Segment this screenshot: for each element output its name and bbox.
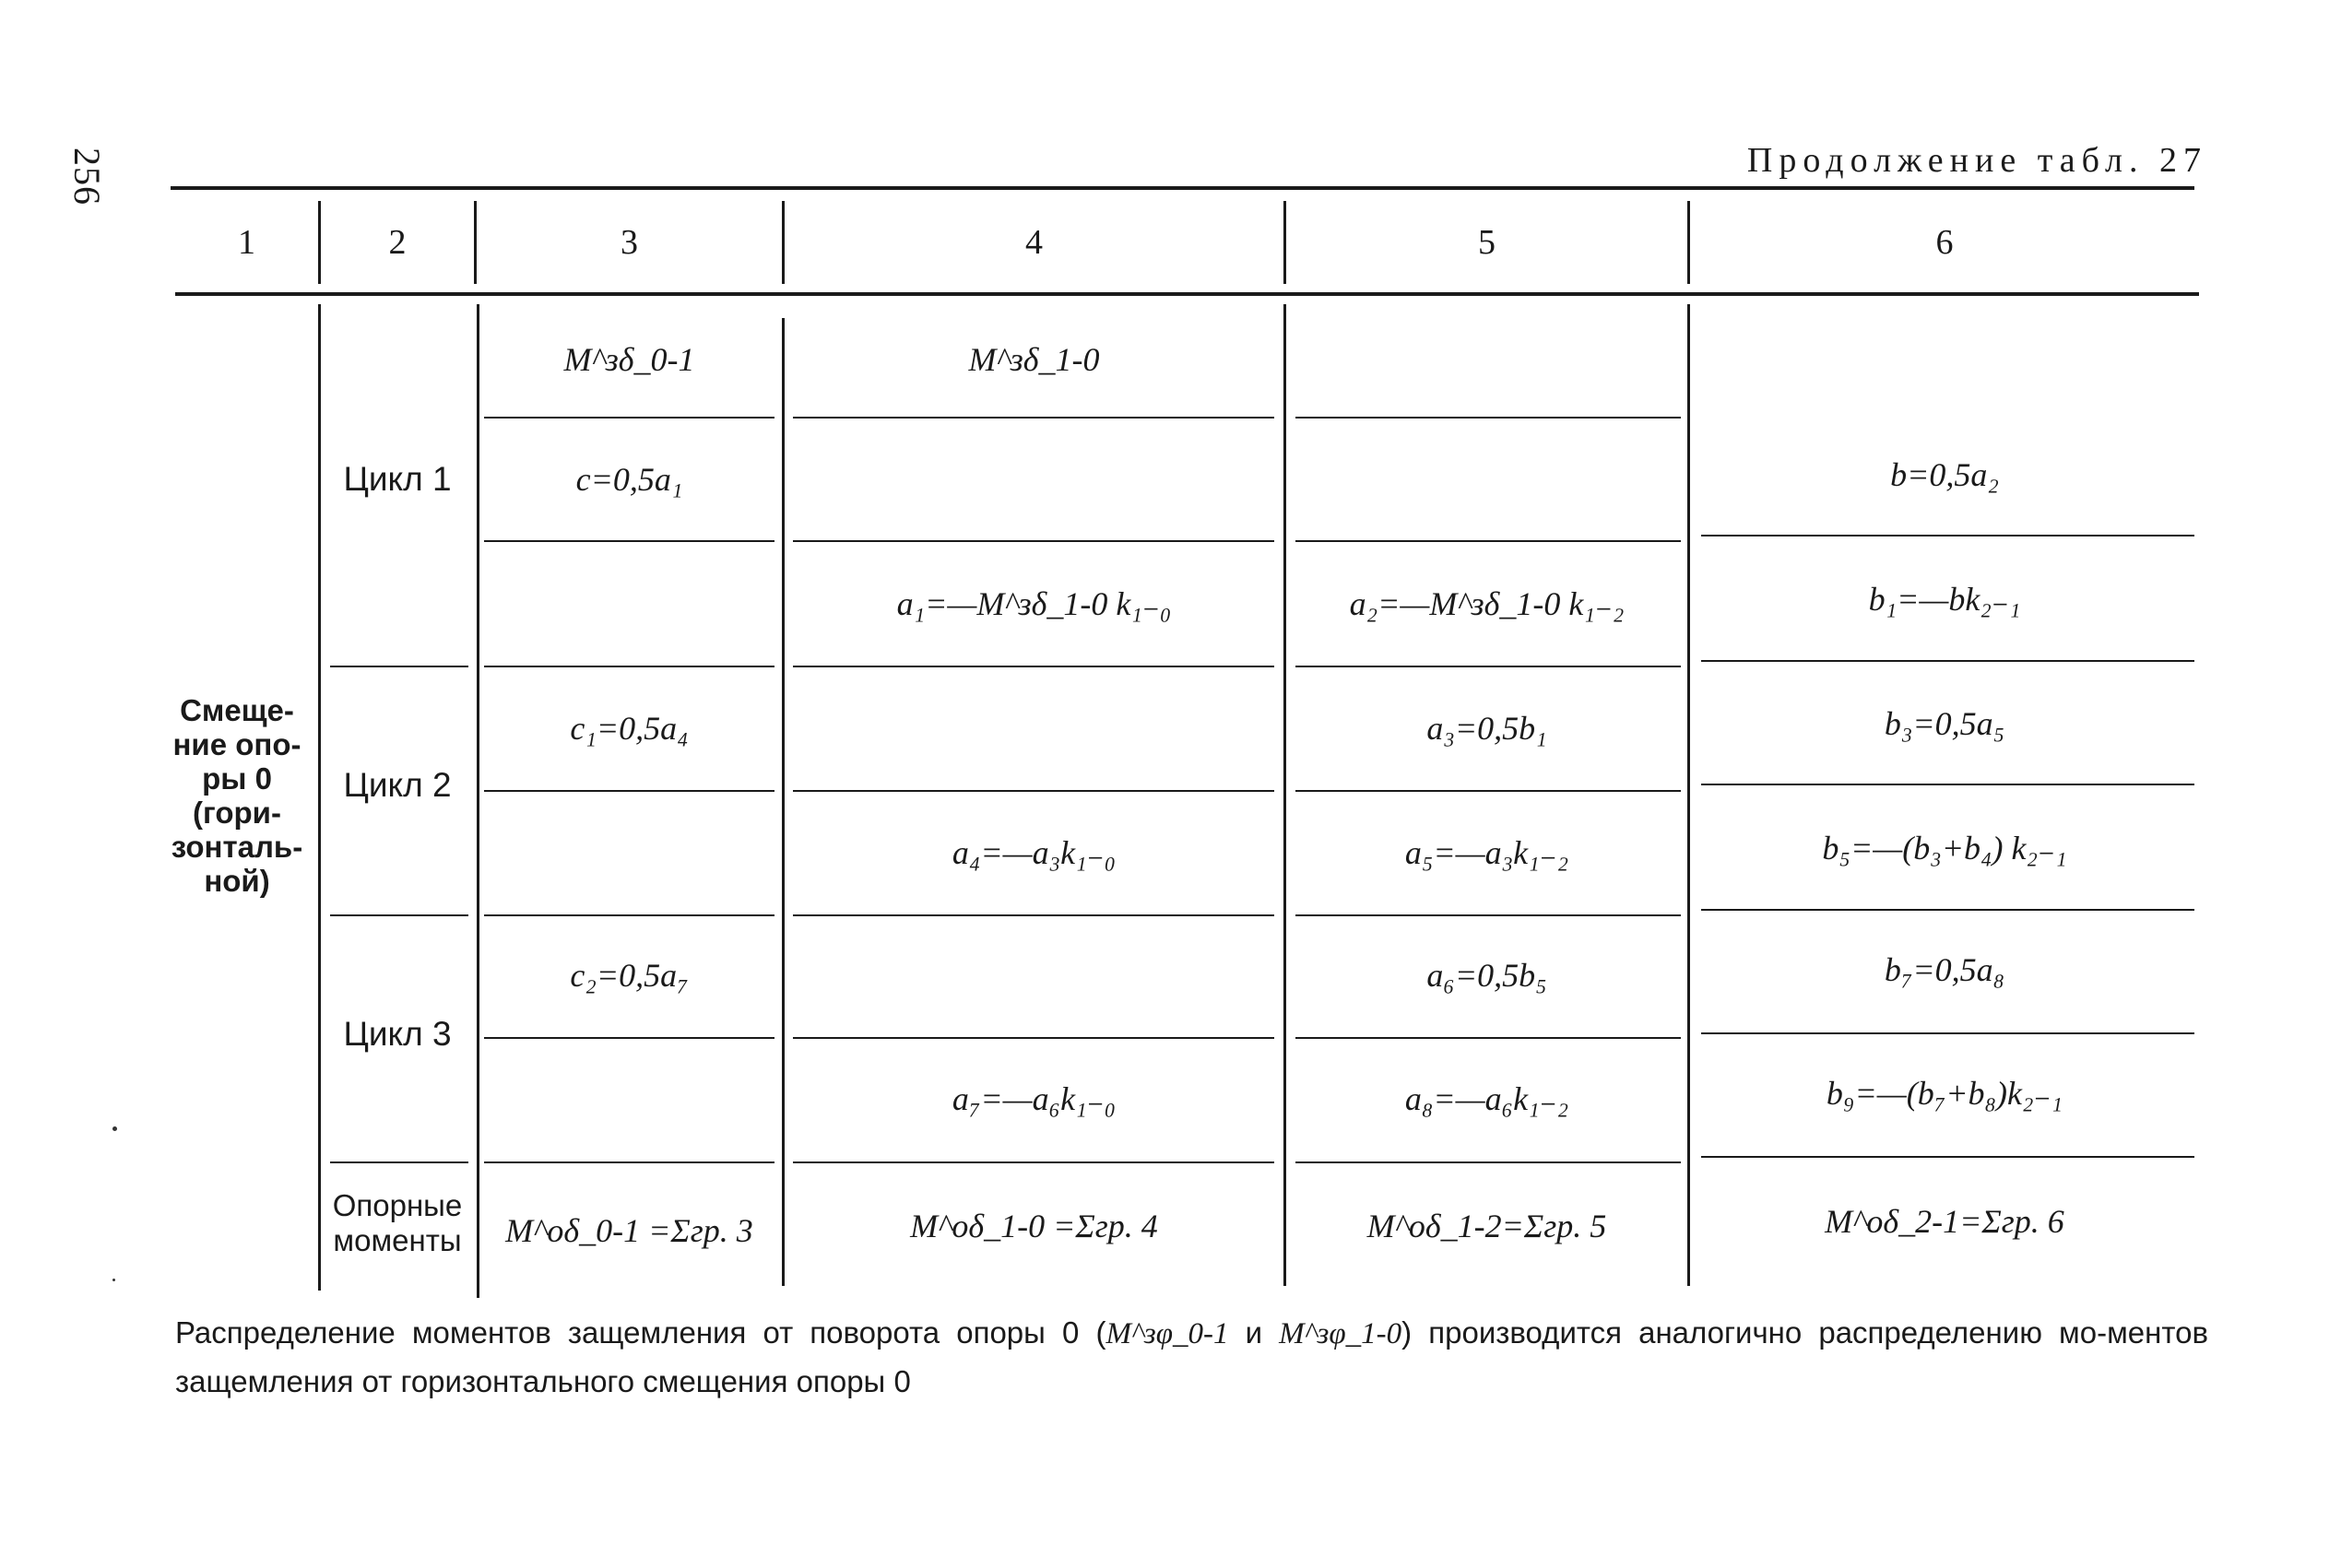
- cell-separator: [1701, 660, 2194, 662]
- cycle-2-col5-second: a₅=—a₃k₁₋₂: [1404, 834, 1569, 871]
- cycle-3-col6-second: b₉=—(b₇+b₈)k₂₋₁: [1826, 1075, 2063, 1112]
- support-moment-col5: M^оδ_1-2=Σгр. 5: [1366, 1208, 1607, 1244]
- cycle-separator: [330, 666, 468, 667]
- cycle-2-col3: c₁=0,5a₄: [570, 710, 689, 747]
- cell-separator: [1295, 1161, 1681, 1163]
- cell-separator: [484, 666, 774, 667]
- cell-separator: [793, 914, 1274, 916]
- cell-separator: [484, 540, 774, 542]
- cycle-2-col6-second: b₅=—(b₃+b₄) k₂₋₁: [1822, 830, 2067, 867]
- column-header: 3: [621, 223, 638, 262]
- cycle-3-label: Цикл 3: [343, 1015, 452, 1053]
- footnote-text-1: Распределение моментов защемления от поворота опоры 0 (: [175, 1315, 1106, 1350]
- cycle-1-col4: a₁=—M^зδ_1-0 k₁₋₀: [896, 585, 1172, 622]
- footnote-text-2: ) производится аналогично распределению мо-ментов защемления от горизонтального смещения опоры 0: [175, 1315, 2208, 1398]
- support-moment-col4: M^оδ_1-0 =Σгр. 4: [910, 1208, 1158, 1244]
- cycle-3-col4: a₇=—a₆k₁₋₀: [952, 1080, 1117, 1117]
- fixed-end-moment-1-0: M^зδ_1-0: [968, 341, 1100, 378]
- page-number: 256: [66, 147, 108, 206]
- cycle-3-col5-first: a₆=0,5b₅: [1426, 957, 1547, 994]
- cell-separator: [1295, 417, 1681, 419]
- column-header: 4: [1025, 223, 1043, 262]
- cell-separator: [1295, 540, 1681, 542]
- footnote: [175, 1309, 2208, 1406]
- cycle-3-col6-first: b₇=0,5a₈: [1884, 951, 2005, 988]
- cell-separator: [793, 417, 1274, 419]
- column-header: 2: [388, 223, 407, 262]
- cycle-1-col3: c=0,5a₁: [575, 461, 683, 498]
- cell-separator: [1701, 784, 2194, 785]
- cycle-separator: [330, 914, 468, 916]
- row-label: Смеще- ние опо- ры 0 (гори- зонталь- ной): [171, 693, 303, 898]
- cycle-2-col4: a₄=—a₃k₁₋₀: [952, 834, 1117, 871]
- cell-separator: [1295, 666, 1681, 667]
- cell-separator: [1701, 535, 2194, 536]
- col-divider-4-5: [1283, 304, 1286, 1286]
- cycle-2-label: Цикл 2: [343, 766, 452, 804]
- cell-separator: [484, 1161, 774, 1163]
- cycle-2-col6-first: b₃=0,5a₅: [1884, 705, 2005, 742]
- header-rule: [175, 292, 2199, 296]
- cell-separator: [1701, 1156, 2194, 1158]
- support-moment-col3: M^оδ_0-1 =Σгр. 3: [505, 1212, 753, 1249]
- cell-separator: [1701, 909, 2194, 911]
- cell-separator: [793, 666, 1274, 667]
- column-header: 1: [238, 223, 255, 262]
- cell-separator: [484, 790, 774, 792]
- cell-separator: [484, 417, 774, 419]
- cell-separator: [484, 1037, 774, 1039]
- scan-speck: [112, 1126, 117, 1131]
- support-moments-label: Опорные моменты: [332, 1188, 463, 1257]
- footnote-formula-2: M^зφ_1-0: [1279, 1317, 1402, 1350]
- cell-separator: [793, 790, 1274, 792]
- cycle-1-col6-first: b=0,5a₂: [1890, 456, 1999, 493]
- cell-separator: [1295, 790, 1681, 792]
- cycle-2-col5-first: a₃=0,5b₁: [1426, 710, 1547, 747]
- cell-separator: [793, 1037, 1274, 1039]
- cell-separator: [793, 1161, 1274, 1163]
- support-moment-col6: M^оδ_2-1=Σгр. 6: [1825, 1203, 2064, 1240]
- cycle-1-label: Цикл 1: [343, 460, 452, 498]
- column-header: 6: [1935, 223, 1954, 262]
- footnote-formula-1: M^зφ_0-1: [1105, 1317, 1229, 1350]
- scan-speck: [112, 1279, 115, 1281]
- fixed-end-moment-0-1: M^зδ_0-1: [563, 341, 695, 378]
- cycle-3-col5-second: a₈=—a₆k₁₋₂: [1404, 1080, 1569, 1117]
- cycle-3-col3: c₂=0,5a₇: [570, 957, 689, 994]
- cell-separator: [1295, 1037, 1681, 1039]
- table-caption: Продолжение табл. 27: [1746, 141, 2207, 180]
- cycle-1-col6-second: b₁=—bk₂₋₁: [1868, 581, 2021, 618]
- cell-separator: [793, 540, 1274, 542]
- col-divider-3-4: [782, 318, 785, 1286]
- cycle-1-col5: a₂=—M^зδ_1-0 k₁₋₂: [1349, 585, 1625, 622]
- footnote-and: и: [1228, 1315, 1280, 1350]
- cell-separator: [1701, 1032, 2194, 1034]
- cell-separator: [484, 914, 774, 916]
- column-header: 5: [1478, 223, 1496, 262]
- top-rule: [171, 186, 2194, 190]
- cell-separator: [1295, 914, 1681, 916]
